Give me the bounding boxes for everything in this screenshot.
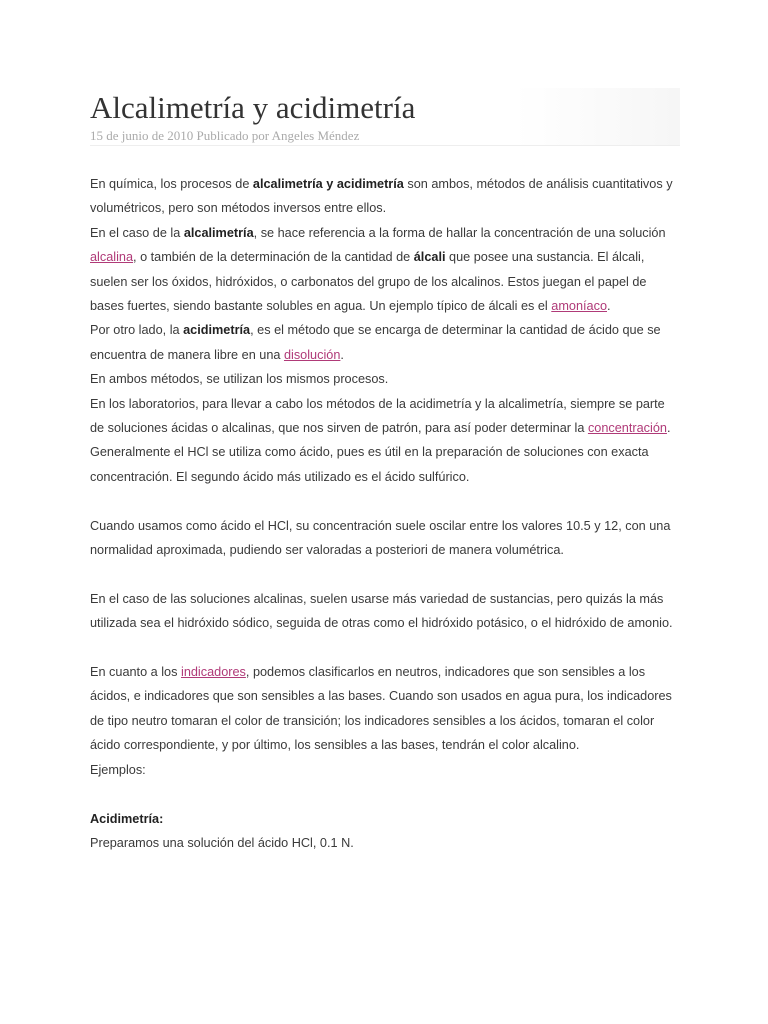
text-span: Por otro lado, la (90, 323, 184, 338)
bold-term: acidimetría (183, 323, 251, 338)
paragraph-alcalimetria (90, 221, 680, 319)
paragraph-intro (90, 172, 680, 221)
article-header (90, 88, 680, 146)
post-meta: 15 de junio de 2010 Publicado por Angeles Méndez (90, 128, 360, 143)
text-span: . (340, 347, 344, 362)
paragraph-solucion-hcl: Preparamos una solución del ácido HCl, 0.1 N. (90, 835, 354, 850)
text-span: , se hace referencia a la forma de hallar la concentración de una solución (253, 225, 666, 240)
link-alcalina[interactable]: alcalina (90, 250, 134, 265)
link-amoniaco[interactable]: amoníaco (551, 299, 607, 314)
paragraph-laboratorios (90, 392, 680, 441)
text-span: En química, los procesos de (90, 177, 253, 191)
spacer (90, 782, 680, 806)
text-span: En los laboratorios, para llevar a cabo los métodos de la acidimetría y la alcalimetría, siempre se parte de soluciones ácidas o alcalinas, que nos sirven de patrón, para así poder determinar la (90, 396, 665, 436)
paragraph-soluciones-alcalinas: En el caso de las soluciones alcalinas, suelen usarse más variedad de sustancias, pero quizás la más utilizada sea el hidróxido sódico, seguida de otras como el hidróxido potásico, o el hidróxido de amonio. (90, 591, 673, 631)
text-span: En cuanto a los (90, 665, 181, 680)
text-span: que posee una sustancia. El álcali, suelen ser los óxidos, hidróxidos, o carbonatos del grupo de los alcalinos. Estos juegan el papel de bases fuertes, siendo bastante solubles en agua. Un ejemplo típico de álcali es el (90, 250, 647, 314)
bold-term: álcali (413, 250, 446, 265)
spacer (90, 636, 680, 660)
text-span: , o también de la determinación de la cantidad de (133, 250, 414, 265)
bold-heading: Acidimetría: (90, 811, 164, 826)
link-concentracion[interactable]: concentración (587, 421, 667, 436)
article (90, 88, 680, 855)
paragraph-hcl-concentracion: Cuando usamos como ácido el HCl, su concentración suele oscilar entre los valores 10.5 y 12, con una normalidad aproximada, pudiendo ser valoradas a posteriori de manera volumétrica. (90, 518, 671, 558)
paragraph-indicadores (90, 660, 680, 758)
text-span: , podemos clasificarlos en neutros, indicadores que son sensibles a los ácidos, e indicadores que son sensibles a las bases. Cuando son usados en agua pura, los indicadores de tipo neutro tomaran el color de transición; los indicadores sensibles a los ácidos, tomaran el color ácido correspondiente, y por último, los sensibles a las bases, tendrán el color alcalino. (90, 665, 672, 753)
bold-term: alcalimetría y acidimetría (252, 177, 404, 191)
text-span: . (666, 421, 671, 436)
spacer (90, 489, 680, 513)
spacer (90, 562, 680, 586)
text-span: , es el método que se encarga de determinar la cantidad de ácido que se encuentra de manera libre en una (90, 323, 661, 362)
text-span: En el caso de la (90, 225, 184, 240)
paragraph-procesos: En ambos métodos, se utilizan los mismos procesos. (90, 372, 389, 387)
text-span: son ambos, métodos de análisis cuantitativos y volumétricos, pero son métodos inversos entre ellos. (90, 177, 673, 216)
link-disolucion[interactable]: disolución (283, 347, 341, 362)
page-title: Alcalimetría y acidimetría (90, 90, 416, 125)
section-heading-acidimetria (90, 807, 680, 831)
paragraph-acidimetria (90, 318, 680, 367)
link-indicadores[interactable]: indicadores (181, 665, 246, 680)
bold-term: alcalimetría (183, 225, 254, 240)
article-body (90, 172, 680, 855)
text-span: . (607, 299, 611, 314)
paragraph-hcl: Generalmente el HCl se utiliza como ácido, pues es útil en la preparación de soluciones con exacta concentración. El segundo ácido más utilizado es el ácido sulfúrico. (90, 445, 649, 484)
paragraph-ejemplos: Ejemplos: (90, 762, 146, 777)
